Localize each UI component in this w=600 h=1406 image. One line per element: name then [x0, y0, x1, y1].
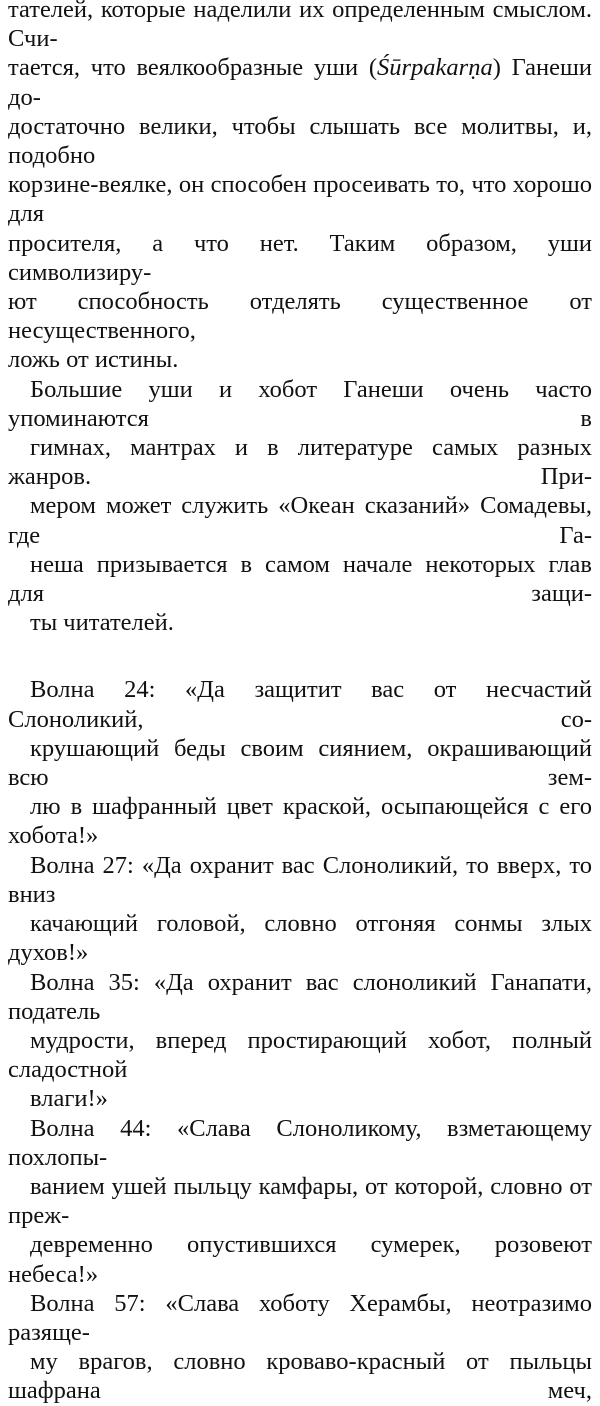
text-line: Волна 57: «Слава хоботу Херамбы, неотразимо разяще- — [8, 1289, 592, 1346]
quote-wave-44 — [8, 1114, 592, 1289]
text-segment: ) Ганеши до- — [8, 54, 592, 111]
text-line: Волна 27: «Да охранит вас Слоноликий, то вверх, то вниз — [8, 851, 592, 908]
sanskrit-term: Śūrpakarṇa — [377, 54, 493, 82]
quote-wave-24 — [8, 675, 592, 850]
text-line: качающий головой, словно отгоняя сонмы злых духов!» — [8, 910, 592, 967]
text-line: ты читателей. — [30, 609, 174, 637]
text-line: тателей, которые наделили их определенным смыслом. Счи- — [8, 0, 592, 53]
text-line: ванием ушей пыльцу камфары, от которой, словно от преж- — [8, 1172, 592, 1230]
text-line: неша призывается в самом начале некоторых глав для защи- — [8, 550, 592, 608]
text-line: Большие уши и хобот Ганеши очень часто упоминаются в — [8, 375, 592, 432]
text-line: влаги!» — [30, 1085, 108, 1113]
text-line: Волна 44: «Слава Слоноликому, взметающему похлопы- — [8, 1114, 592, 1171]
text-line: Волна 35: «Да охранит вас слоноликий Ганапати, податель — [8, 968, 592, 1025]
text-line: мером может служить «Океан сказаний» Сомадевы, где Га- — [8, 492, 592, 549]
text-line: крушающий беды своим сиянием, окрашивающий всю зем- — [8, 734, 592, 792]
text-line — [8, 53, 592, 111]
text-segment: тается, что веялкообразные уши ( — [8, 54, 377, 82]
text-line: гимнах, мантрах и в литературе самых разных жанров. При- — [8, 434, 592, 491]
quote-wave-57 — [8, 1289, 592, 1406]
text-line: му врагов, словно кроваво-красный от пыльцы шафрана меч, — [8, 1348, 592, 1405]
text-line: ют способность отделять существенное от несущественного, — [8, 288, 592, 345]
text-line: достаточно велики, чтобы слышать все молитвы, и, подобно — [8, 112, 592, 170]
paragraph-literature — [8, 375, 592, 638]
paragraph-ears-meaning — [8, 0, 592, 375]
text-line: мудрости, вперед простирающий хобот, полный сладостной — [8, 1026, 592, 1084]
text-line: Волна 24: «Да защитит вас от несчастий Слоноликий, со- — [8, 676, 592, 733]
quote-wave-27 — [8, 851, 592, 968]
quote-wave-35 — [8, 968, 592, 1114]
text-line: ложь от истины. — [8, 346, 179, 374]
text-line: просителя, а что нет. Таким образом, уши символизиру- — [8, 229, 592, 286]
text-line: корзине-веялке, он способен просеивать то, что хорошо для — [8, 171, 592, 228]
text-line: лю в шафранный цвет краской, осыпающейся с его хобота!» — [8, 793, 592, 850]
text-line: девременно опустившихся сумерек, розовеют небеса!» — [8, 1231, 592, 1288]
